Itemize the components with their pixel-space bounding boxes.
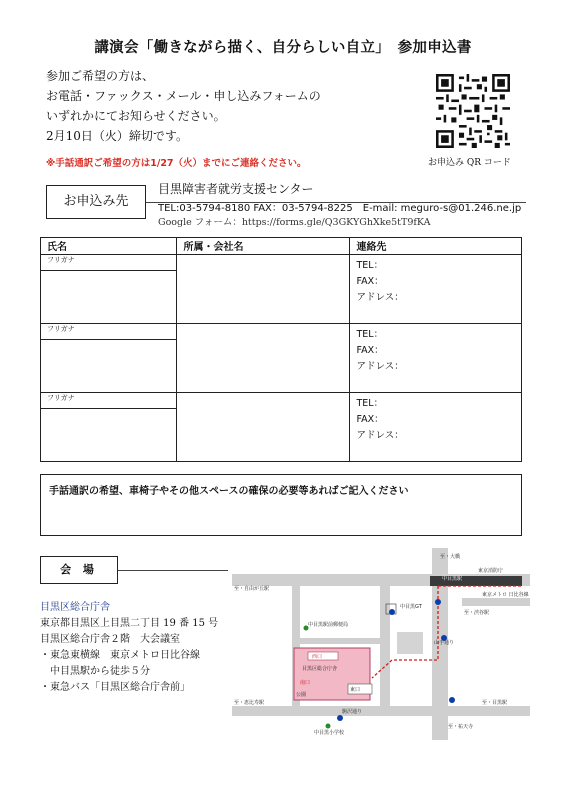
name-field[interactable] [41, 340, 177, 393]
affiliation-field[interactable] [177, 255, 350, 324]
address-label: アドレス： [356, 430, 404, 441]
table-row [41, 324, 522, 340]
map-label: 中目黒駅 [442, 576, 463, 582]
table-header-row [41, 238, 522, 255]
map-label: 山手通り [434, 640, 455, 646]
table-row [41, 255, 522, 271]
fax-label: FAX： [356, 276, 384, 287]
map-label: 南口 [300, 680, 311, 686]
request-box[interactable] [40, 474, 522, 536]
map-label: 東京消防庁 [478, 568, 504, 574]
tel-label: TEL： [356, 398, 384, 409]
venue-info [40, 600, 218, 696]
contact-field[interactable] [350, 255, 522, 324]
venue-access: 中目黒駅から徒歩５分 [40, 666, 150, 677]
contact-field[interactable] [350, 393, 522, 462]
venue-divider [118, 570, 228, 571]
intro-line: 参加ご希望の方は、 [46, 69, 155, 83]
map-label: 東京メトロ 日比谷線 [482, 592, 529, 598]
name-field[interactable] [41, 409, 177, 462]
intro-line: いずれかにてお知らせください。 [46, 109, 226, 123]
venue-label: 会 場 [40, 556, 118, 584]
map-label: 中目黒小学校 [314, 730, 345, 736]
contact-field[interactable] [350, 324, 522, 393]
contact-phone-fax-email[interactable]: TEL:03-5794-8180 FAX：03-5794-8225 E-mail: meguro-s@01.246.ne.jp [158, 203, 522, 214]
map-label: 中目黒駅前郵便局 [308, 622, 349, 628]
application-form-table [40, 237, 522, 462]
contact-organization: 目黒障害者就労支援センター [158, 182, 314, 196]
venue-access: ・東急バス「目黒区総合庁舎前」 [40, 682, 190, 693]
header-affiliation: 所属・会社名 [177, 238, 350, 255]
map-label: 至・自由が丘駅 [234, 586, 270, 592]
tel-label: TEL： [356, 260, 384, 271]
intro-line: お電話・ファックス・メール・申し込みフォームの [46, 89, 321, 103]
name-field[interactable] [41, 271, 177, 324]
affiliation-field[interactable] [177, 393, 350, 462]
address-label: アドレス： [356, 292, 404, 303]
map-label: 西口 [312, 654, 323, 660]
affiliation-field[interactable] [177, 324, 350, 393]
map-label: 中目黒GT [400, 604, 422, 610]
deadline-line: 2月10日（火）締切です。 [46, 129, 188, 143]
venue-room: 目黒区総合庁舎２階 大会議室 [40, 634, 180, 645]
venue-access: ・東急東横線 東京メトロ日比谷線 [40, 650, 200, 661]
map-label: 目黒区総合庁舎 [302, 666, 338, 672]
venue-map[interactable] [232, 548, 530, 740]
map-label: 東口 [350, 687, 361, 693]
map-label: 至・渋谷駅 [464, 610, 490, 616]
request-label: 手話通訳の希望、車椅子やその他スペースの確保の必要等あればご記入ください [49, 486, 409, 497]
map-label: 公園 [296, 692, 307, 698]
sign-language-note: ※手話通訳ご希望の方は1/27（火）までにご連絡ください。 [46, 158, 307, 169]
tel-label: TEL： [356, 329, 384, 340]
venue-name: 目黒区総合庁舎 [40, 602, 110, 613]
page-title: 講演会「働きながら描く、自分らしい自立」 参加申込書 [94, 39, 472, 56]
table-row [41, 393, 522, 409]
map-label: 至・祐天寺 [448, 724, 474, 730]
map-label: 至・恵比寿駅 [234, 700, 265, 706]
map-label: 駒沢通り [342, 709, 363, 715]
qr-code-label: お申込み QR コード [428, 158, 511, 168]
furigana-field[interactable]: フリガナ [41, 255, 177, 271]
furigana-field[interactable]: フリガナ [41, 324, 177, 340]
furigana-field[interactable]: フリガナ [41, 393, 177, 409]
contact-label: お申込み先 [46, 185, 146, 219]
fax-label: FAX： [356, 414, 384, 425]
map-label: 至・大橋 [440, 554, 461, 560]
header-contact: 連絡先 [350, 238, 522, 255]
qr-code-icon[interactable] [436, 74, 510, 148]
address-label: アドレス： [356, 361, 404, 372]
map-label: 至・目黒駅 [482, 700, 508, 706]
contact-google-form-link[interactable]: Google フォーム：https://forms.gle/Q3GKYGhXke5tT9fKA [158, 217, 431, 228]
header-name: 氏名 [41, 238, 177, 255]
fax-label: FAX： [356, 345, 384, 356]
intro-text [46, 66, 321, 146]
venue-address: 東京都目黒区上目黒二丁目 19 番 15 号 [40, 618, 219, 629]
